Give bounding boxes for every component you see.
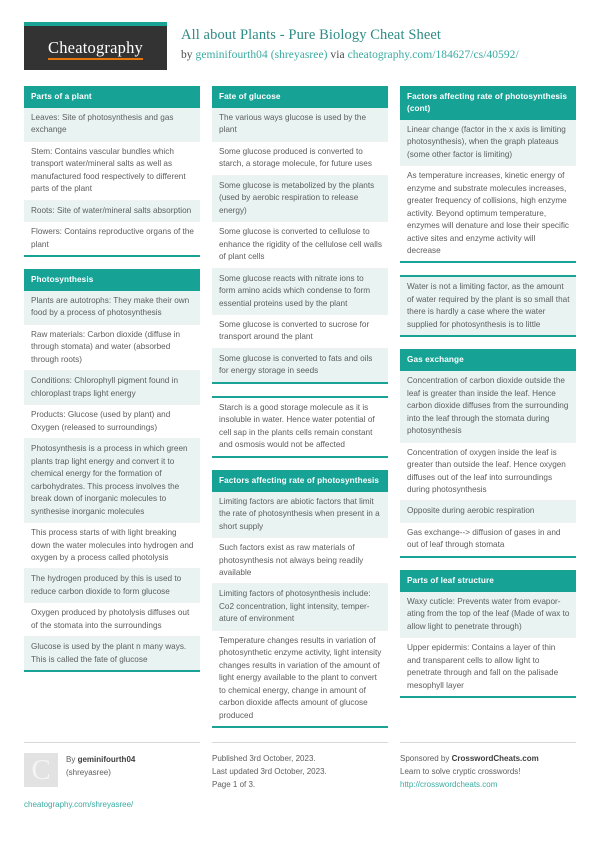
sponsor-line <box>400 753 576 766</box>
footer-author <box>24 742 200 812</box>
byline-author-link[interactable]: geminifourth04 (shreyasree) <box>195 49 328 62</box>
table-row: Plants are autotrophs: They make their own food by a process of photosynthesis <box>24 291 200 325</box>
block-title: Factors affecting rate of photosynthesis <box>212 470 388 492</box>
block-title: Parts of a plant <box>24 86 200 108</box>
table-row: Some glucose is converted to cellulose to enhance the rigidity of the cellulose cell walls of plant cells <box>212 222 388 268</box>
sponsor-link[interactable]: http://crosswordcheats.com <box>400 780 498 790</box>
byline-prefix: by <box>181 49 196 62</box>
cheatography-logo[interactable] <box>24 22 167 70</box>
table-row: Linear change (factor in the x axis is limiting photosynthesis), when the graph plateaus (some other factor is limiting) <box>400 120 576 166</box>
block-fate-of-glucose <box>212 86 388 384</box>
table-row: As temperature increases, kinetic energy of enzyme and substrate molecules increases, greater frequency of collisions, high enzyme activity. Beyond optimum temperature, enzymes will denature and lose their specific active sites and enzyme activity will decrease <box>400 166 576 261</box>
header-titles <box>181 22 519 63</box>
table-row: The hydrogen produced by this is used to reduce carbon dioxide to form glucose <box>24 569 200 603</box>
byline-via: via <box>327 49 348 62</box>
author-row <box>24 753 200 787</box>
block-title: Gas exchange <box>400 349 576 371</box>
table-row: Starch is a good storage molecule as it is insoluble in water. Hence water potential of cell sap in the plants cells remain constant and osmosis would not be affected <box>212 398 388 456</box>
table-row: Concentration of carbon dioxide outside the leaf is greater than inside the leaf. Hence carbon dioxide diffuses from the surrounding into the leaf through the stomata during photosynthesis <box>400 371 576 442</box>
block-factors-affecting-rate-of-photosynthesis-cont <box>400 86 576 263</box>
table-row: Limiting factors are abiotic factors that limit the rate of photosynthesis when present in a short supply <box>212 492 388 538</box>
block-fate-of-glucose-note <box>212 396 388 458</box>
logo-text-part: Cheatography <box>48 38 143 60</box>
sponsor-label: Sponsored by <box>400 754 452 764</box>
footer-sponsor <box>400 742 576 812</box>
sponsor-tagline: Learn to solve cryptic crosswords! <box>400 767 521 777</box>
columns-container <box>24 86 576 740</box>
table-row: Flowers: Contains reproductive organs of the plant <box>24 222 200 255</box>
block-parts-of-a-plant <box>24 86 200 257</box>
block-water-limiting-note <box>400 275 576 337</box>
page-header <box>24 22 576 74</box>
block-photosynthesis <box>24 269 200 672</box>
table-row: Photosynthesis is a process in which green plants trap light energy and convert it to chemical energy for the formation of carbohydrates. This process involves the break down of inorganic molecules to synthesise inorganic molecules <box>24 439 200 523</box>
column-1 <box>24 86 200 684</box>
table-row: Water is not a limiting factor, as the amount of water required by the plant is so small that there is hardly a case where the water supplied for photosynthesis is to little <box>400 277 576 335</box>
table-row: Opposite during aerobic respiration <box>400 501 576 522</box>
table-row: Some glucose is converted to fats and oils for energy storage in seeds <box>212 349 388 382</box>
table-row: Some glucose is converted to sucrose for transport around the plant <box>212 315 388 349</box>
logo-text <box>48 38 143 58</box>
table-row: Limiting factors of photosynthesis include: Co2 concentration, light intensity, temperature of environment <box>212 584 388 630</box>
block-title: Factors affecting rate of photosynthesis (cont) <box>400 86 576 120</box>
page-footer <box>24 742 576 812</box>
table-row: Such factors exist as raw materials of photosynthesis not always being readily available <box>212 538 388 584</box>
block-title: Fate of glucose <box>212 86 388 108</box>
author-name-line <box>66 754 135 767</box>
table-row: This process starts of with light breaking down the water molecules into hydrogen and oxygen by a process called photolysis <box>24 523 200 569</box>
table-row: Roots: Site of water/mineral salts absorption <box>24 201 200 222</box>
by-label: By <box>66 755 78 765</box>
byline <box>181 48 519 63</box>
block-title: Photosynthesis <box>24 269 200 291</box>
table-row: Temperature changes results in variation of photosynthetic enzyme activity, light intensity changes results in variation of the amount of light energy available to the plant to convert to chemical energy, change in amount of carbon dioxide affects amount of glucose produced <box>212 631 388 726</box>
footer-publish-info <box>212 742 388 812</box>
column-3 <box>400 86 576 710</box>
table-row: Waxy cuticle: Prevents water from evaporating from the top of the leaf (Made of wax to allow light to penetrate through) <box>400 592 576 638</box>
author-handle: (shreyasree) <box>66 768 111 778</box>
page-number: Page 1 of 3. <box>212 780 256 790</box>
avatar: C <box>24 753 58 787</box>
author-meta <box>66 753 135 780</box>
table-row: Concentration of oxygen inside the leaf is greater than outside the leaf. Hence oxygen diffuses out of the leaf into surroundings during photosynthesis <box>400 443 576 502</box>
author-name: geminifourth04 <box>77 755 136 765</box>
table-row: Gas exchange--> diffusion of gases in and out of leaf through stomata <box>400 523 576 556</box>
byline-source-link[interactable]: cheatography.com/184627/cs/40592/ <box>347 49 519 62</box>
page-title: All about Plants - Pure Biology Cheat Sheet <box>181 27 442 43</box>
table-row: Oxygen produced by photolysis diffuses out of the stomata into the surroundings <box>24 603 200 637</box>
block-factors-affecting-rate-of-photosynthesis <box>212 470 388 728</box>
sponsor-name: CrosswordCheats.com <box>451 754 539 764</box>
table-row: Leaves: Site of photosynthesis and gas exchange <box>24 108 200 142</box>
table-row: Products: Glucose (used by plant) and Oxygen (released to surroundings) <box>24 405 200 439</box>
updated-date: Last updated 3rd October, 2023. <box>212 767 327 777</box>
block-parts-of-leaf-structure <box>400 570 576 698</box>
table-row: The various ways glucose is used by the plant <box>212 108 388 142</box>
table-row: Upper epidermis: Contains a layer of thin and transparent cells to allow light to penetrate through and fall on the palisade mesophyll layer <box>400 638 576 696</box>
table-row: Glucose is used by the plant n many ways. This is called the fate of glucose <box>24 637 200 670</box>
table-row: Stem: Contains vascular bundles which transport water/mineral salts as well as manufactured food respectively to different parts of the plant <box>24 142 200 201</box>
published-date: Published 3rd October, 2023. <box>212 754 316 764</box>
column-2 <box>212 86 388 740</box>
block-title: Parts of leaf structure <box>400 570 576 592</box>
table-row: Some glucose produced is converted to starch, a storage molecule, for future uses <box>212 142 388 176</box>
block-gas-exchange <box>400 349 576 558</box>
table-row: Some glucose reacts with nitrate ions to form amino acids which condense to form essential proteins used by the plant <box>212 269 388 315</box>
table-row: Conditions: Chlorophyll pigment found in chloroplast traps light energy <box>24 371 200 405</box>
author-profile-link[interactable]: cheatography.com/shreyasree/ <box>24 800 134 810</box>
table-row: Raw materials: Carbon dioxide (diffuse in through stomata) and water (absorbed through roots) <box>24 325 200 371</box>
table-row: Some glucose is metabolized by the plants (used by aerobic respiration to release energy) <box>212 176 388 222</box>
